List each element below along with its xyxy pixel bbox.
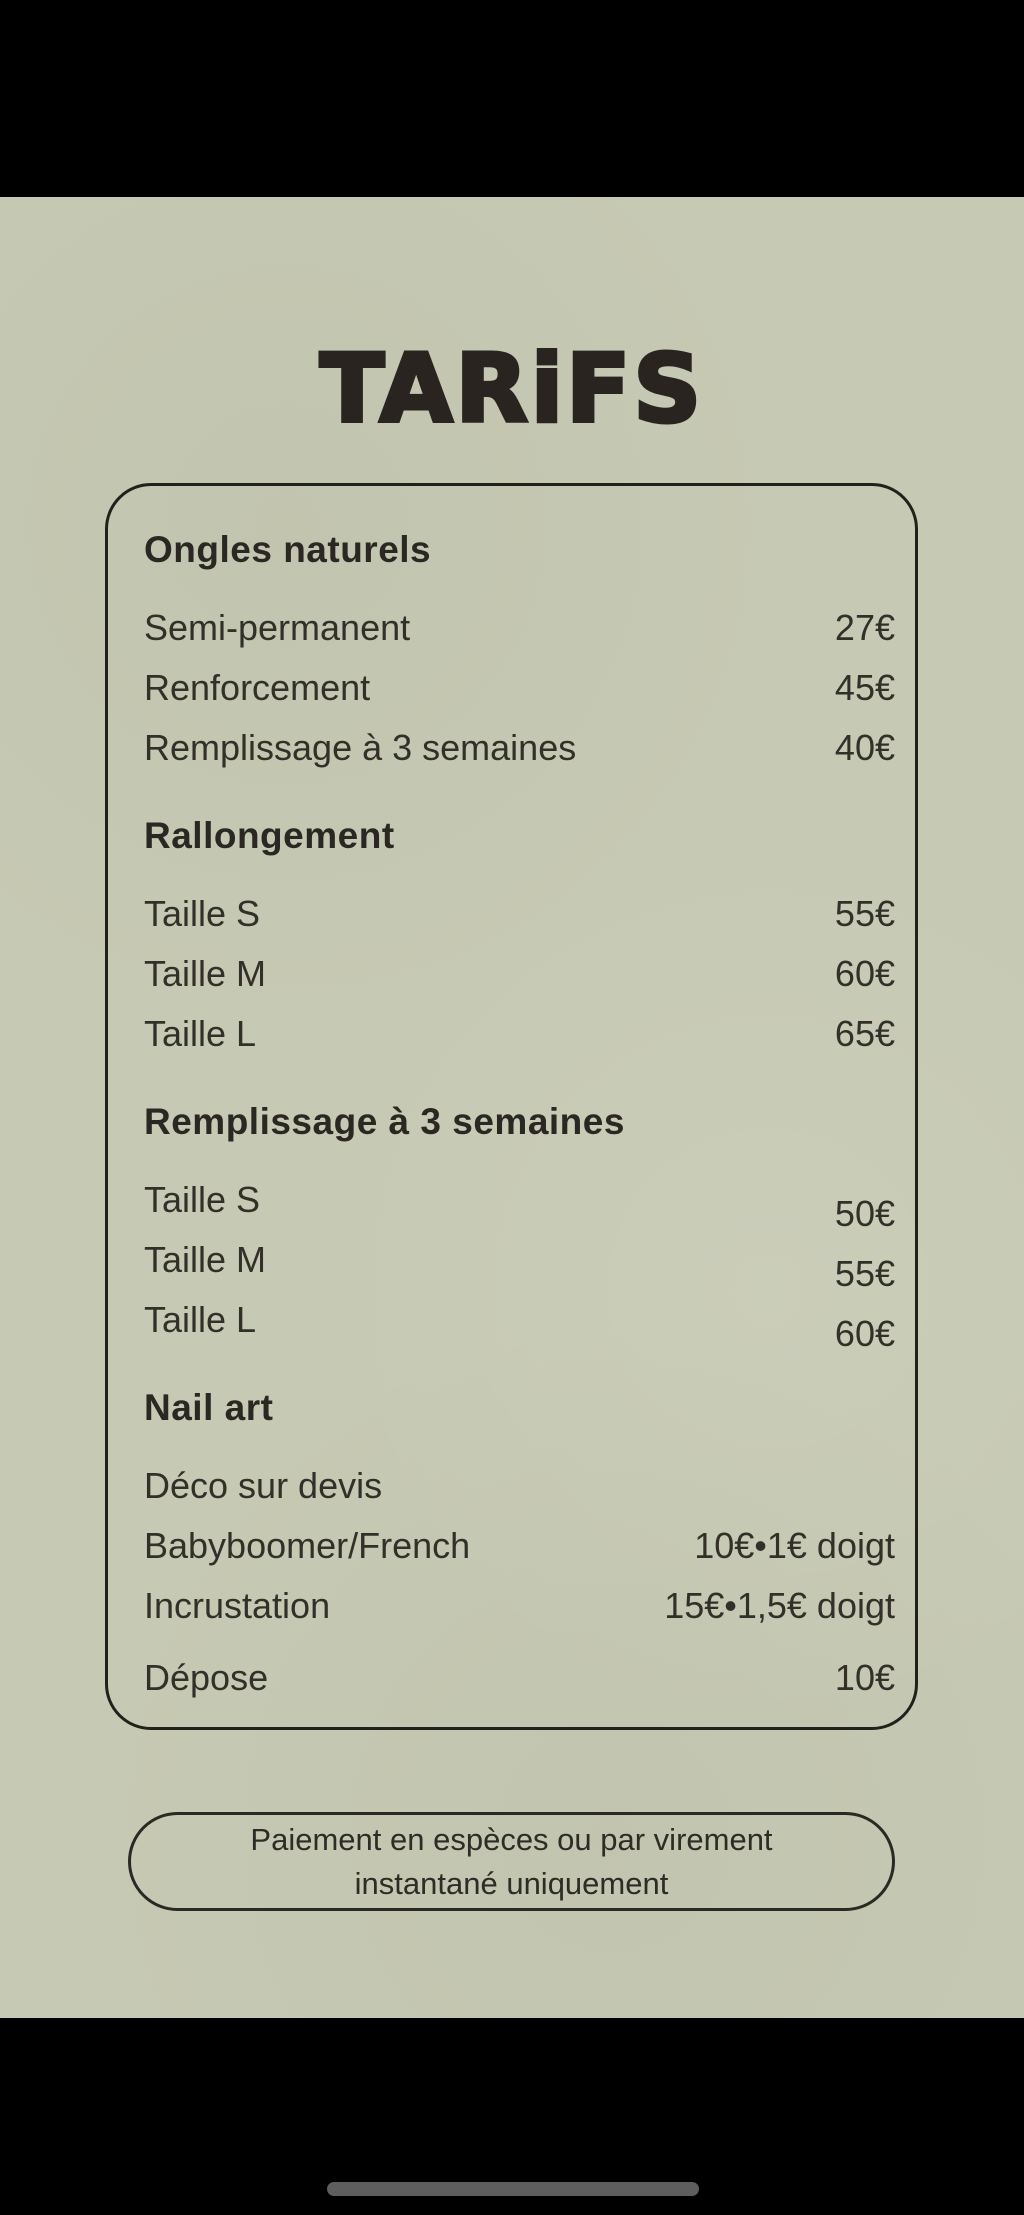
service-label: Taille M bbox=[144, 953, 267, 994]
price-row bbox=[144, 1004, 895, 1064]
price-row bbox=[144, 1230, 895, 1294]
service-label: Taille L bbox=[144, 1013, 257, 1054]
service-label: Taille S bbox=[144, 1179, 261, 1220]
section-remplissage bbox=[144, 1100, 895, 1354]
price-list-card bbox=[105, 483, 918, 1730]
section-header: Ongles naturels bbox=[144, 529, 432, 570]
service-label: Dépose bbox=[144, 1657, 269, 1698]
price-row bbox=[144, 1516, 895, 1576]
section-header: Nail art bbox=[144, 1387, 274, 1428]
section-header: Rallongement bbox=[144, 815, 395, 856]
price-row bbox=[144, 1290, 895, 1354]
service-price: 15€•1,5€ doigt bbox=[664, 1585, 895, 1626]
section-rallongement bbox=[144, 814, 895, 1064]
section-nail-art bbox=[144, 1386, 895, 1708]
service-price: 10€•1€ doigt bbox=[694, 1525, 895, 1566]
home-indicator[interactable] bbox=[327, 2182, 699, 2196]
service-price: 45€ bbox=[834, 667, 895, 708]
service-price: 65€ bbox=[834, 1013, 895, 1054]
service-label: Renforcement bbox=[144, 667, 371, 708]
service-label: Taille L bbox=[144, 1299, 257, 1340]
price-row bbox=[144, 598, 895, 658]
service-label: Semi-permanent bbox=[144, 607, 411, 648]
service-price: 10€ bbox=[834, 1657, 895, 1698]
price-row bbox=[144, 718, 895, 778]
price-list-page bbox=[0, 197, 1024, 2018]
service-label: Taille S bbox=[144, 893, 261, 934]
service-price: 60€ bbox=[834, 953, 895, 994]
price-row bbox=[144, 944, 895, 1004]
service-price: 55€ bbox=[834, 1253, 895, 1294]
payment-note-line2: instantané uniquement bbox=[354, 1865, 669, 1901]
service-price: 55€ bbox=[834, 893, 895, 934]
service-price: 60€ bbox=[834, 1313, 895, 1354]
price-row bbox=[144, 658, 895, 718]
payment-note-line1: Paiement en espèces ou par virement bbox=[250, 1821, 773, 1857]
service-label: Babyboomer/French bbox=[144, 1525, 471, 1566]
service-label: Remplissage à 3 semaines bbox=[144, 727, 577, 768]
service-price: 50€ bbox=[834, 1193, 895, 1234]
price-row bbox=[144, 1576, 895, 1636]
price-row bbox=[144, 1456, 895, 1516]
service-label: Déco sur devis bbox=[144, 1465, 383, 1506]
service-price: 27€ bbox=[834, 607, 895, 648]
service-price: 40€ bbox=[834, 727, 895, 768]
service-label: Taille M bbox=[144, 1239, 267, 1280]
price-row bbox=[144, 1648, 895, 1708]
payment-note bbox=[128, 1812, 895, 1911]
price-row bbox=[144, 1170, 895, 1234]
price-row bbox=[144, 884, 895, 944]
section-ongles-naturels bbox=[144, 528, 895, 778]
section-header: Remplissage à 3 semaines bbox=[144, 1101, 625, 1142]
page-title: TARiFS bbox=[319, 335, 705, 444]
service-label: Incrustation bbox=[144, 1585, 331, 1626]
